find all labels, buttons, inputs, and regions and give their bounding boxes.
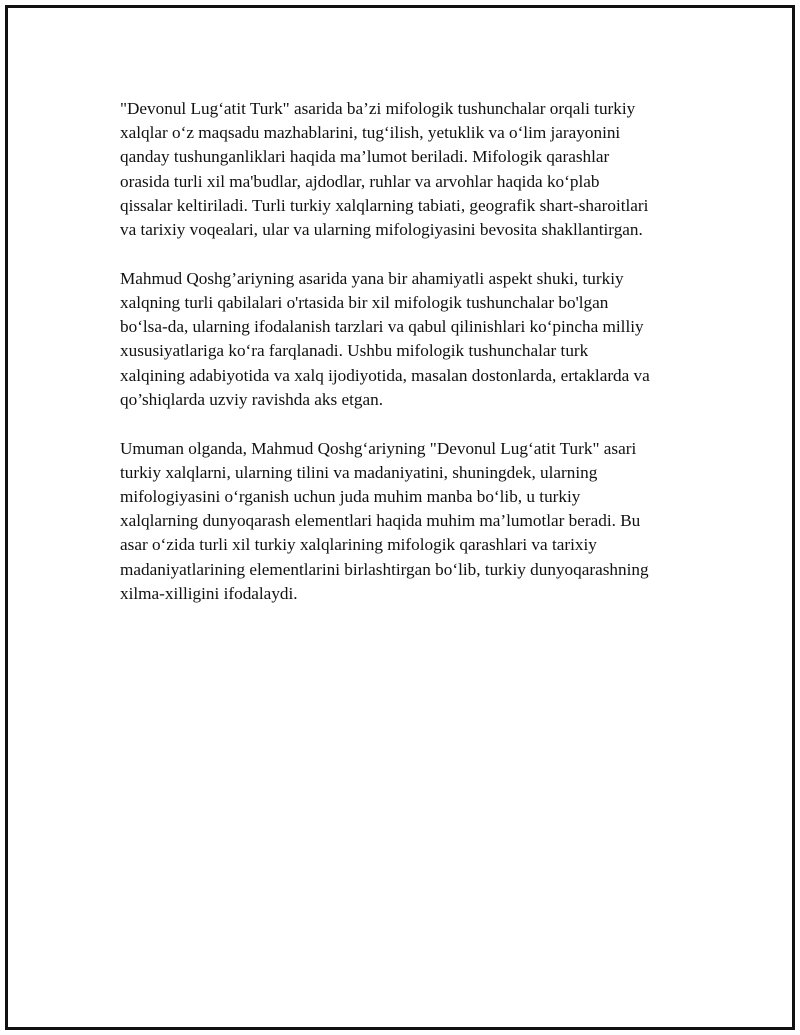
text-line: xalqlarning dunyoqarash elementlari haqida muhim ma’lumotlar beradi. Bu: [120, 511, 641, 531]
text-line: xalqlar o‘z maqsadu mazhablarini, tug‘ilish, yetuklik va o‘lim jarayonini: [120, 123, 621, 143]
text-line: qo’shiqlarda uzviy ravishda aks etgan.: [120, 389, 383, 409]
text-line: turkiy xalqlarni, ularning tilini va madaniyatini, shuningdek, ularning: [120, 462, 598, 482]
paragraph-1: [120, 97, 700, 242]
text-line: asar o‘zida turli xil turkiy xalqlarining mifologik qarashlari va tarixiy: [120, 535, 597, 555]
text-line: xususiyatlariga ko‘ra farqlanadi. Ushbu mifologik tushunchalar turk: [120, 341, 589, 361]
text-line: madaniyatlarining elementlarini birlashtirgan bo‘lib, turkiy dunyoqarashning: [120, 559, 649, 579]
text-line: "Devonul Lug‘atit Turk" asarida ba’zi mifologik tushunchalar orqali turkiy: [120, 99, 636, 118]
document-body: [120, 97, 700, 631]
text-line: Umuman olganda, Mahmud Qoshg‘ariyning "Devonul Lug‘atit Turk" asari: [120, 438, 637, 458]
text-line: xilma-xilligini ifodalaydi.: [120, 583, 298, 603]
text-line: va tarixiy voqealari, ular va ularning mifologiyasini bevosita shakllantirgan.: [120, 220, 643, 240]
text-line: qissalar keltiriladi. Turli turkiy xalqlarning tabiati, geografik shart-sharoitlari: [120, 195, 649, 215]
text-line: mifologiyasini o‘rganish uchun juda muhim manba bo‘lib, u turkiy: [120, 487, 581, 507]
paragraph-3: [120, 437, 700, 606]
text-line: qanday tushunganliklari haqida ma’lumot beriladi. Mifologik qarashlar: [120, 147, 610, 167]
text-line: bo‘lsa-da, ularning ifodalanish tarzlari va qabul qilinishlari ko‘pincha milliy: [120, 317, 644, 337]
text-line: xalqining adabiyotida va xalq ijodiyotida, masalan dostonlarda, ertaklarda va: [120, 365, 650, 385]
page-frame: [5, 5, 795, 1030]
text-line: orasida turli xil ma'budlar, ajdodlar, ruhlar va arvohlar haqida ko‘plab: [120, 171, 600, 191]
text-line: xalqning turli qabilalari o'rtasida bir xil mifologik tushunchalar bo'lgan: [120, 293, 609, 313]
paragraph-2: [120, 267, 700, 412]
text-line: Mahmud Qoshg’ariyning asarida yana bir ahamiyatli aspekt shuki, turkiy: [120, 268, 624, 288]
